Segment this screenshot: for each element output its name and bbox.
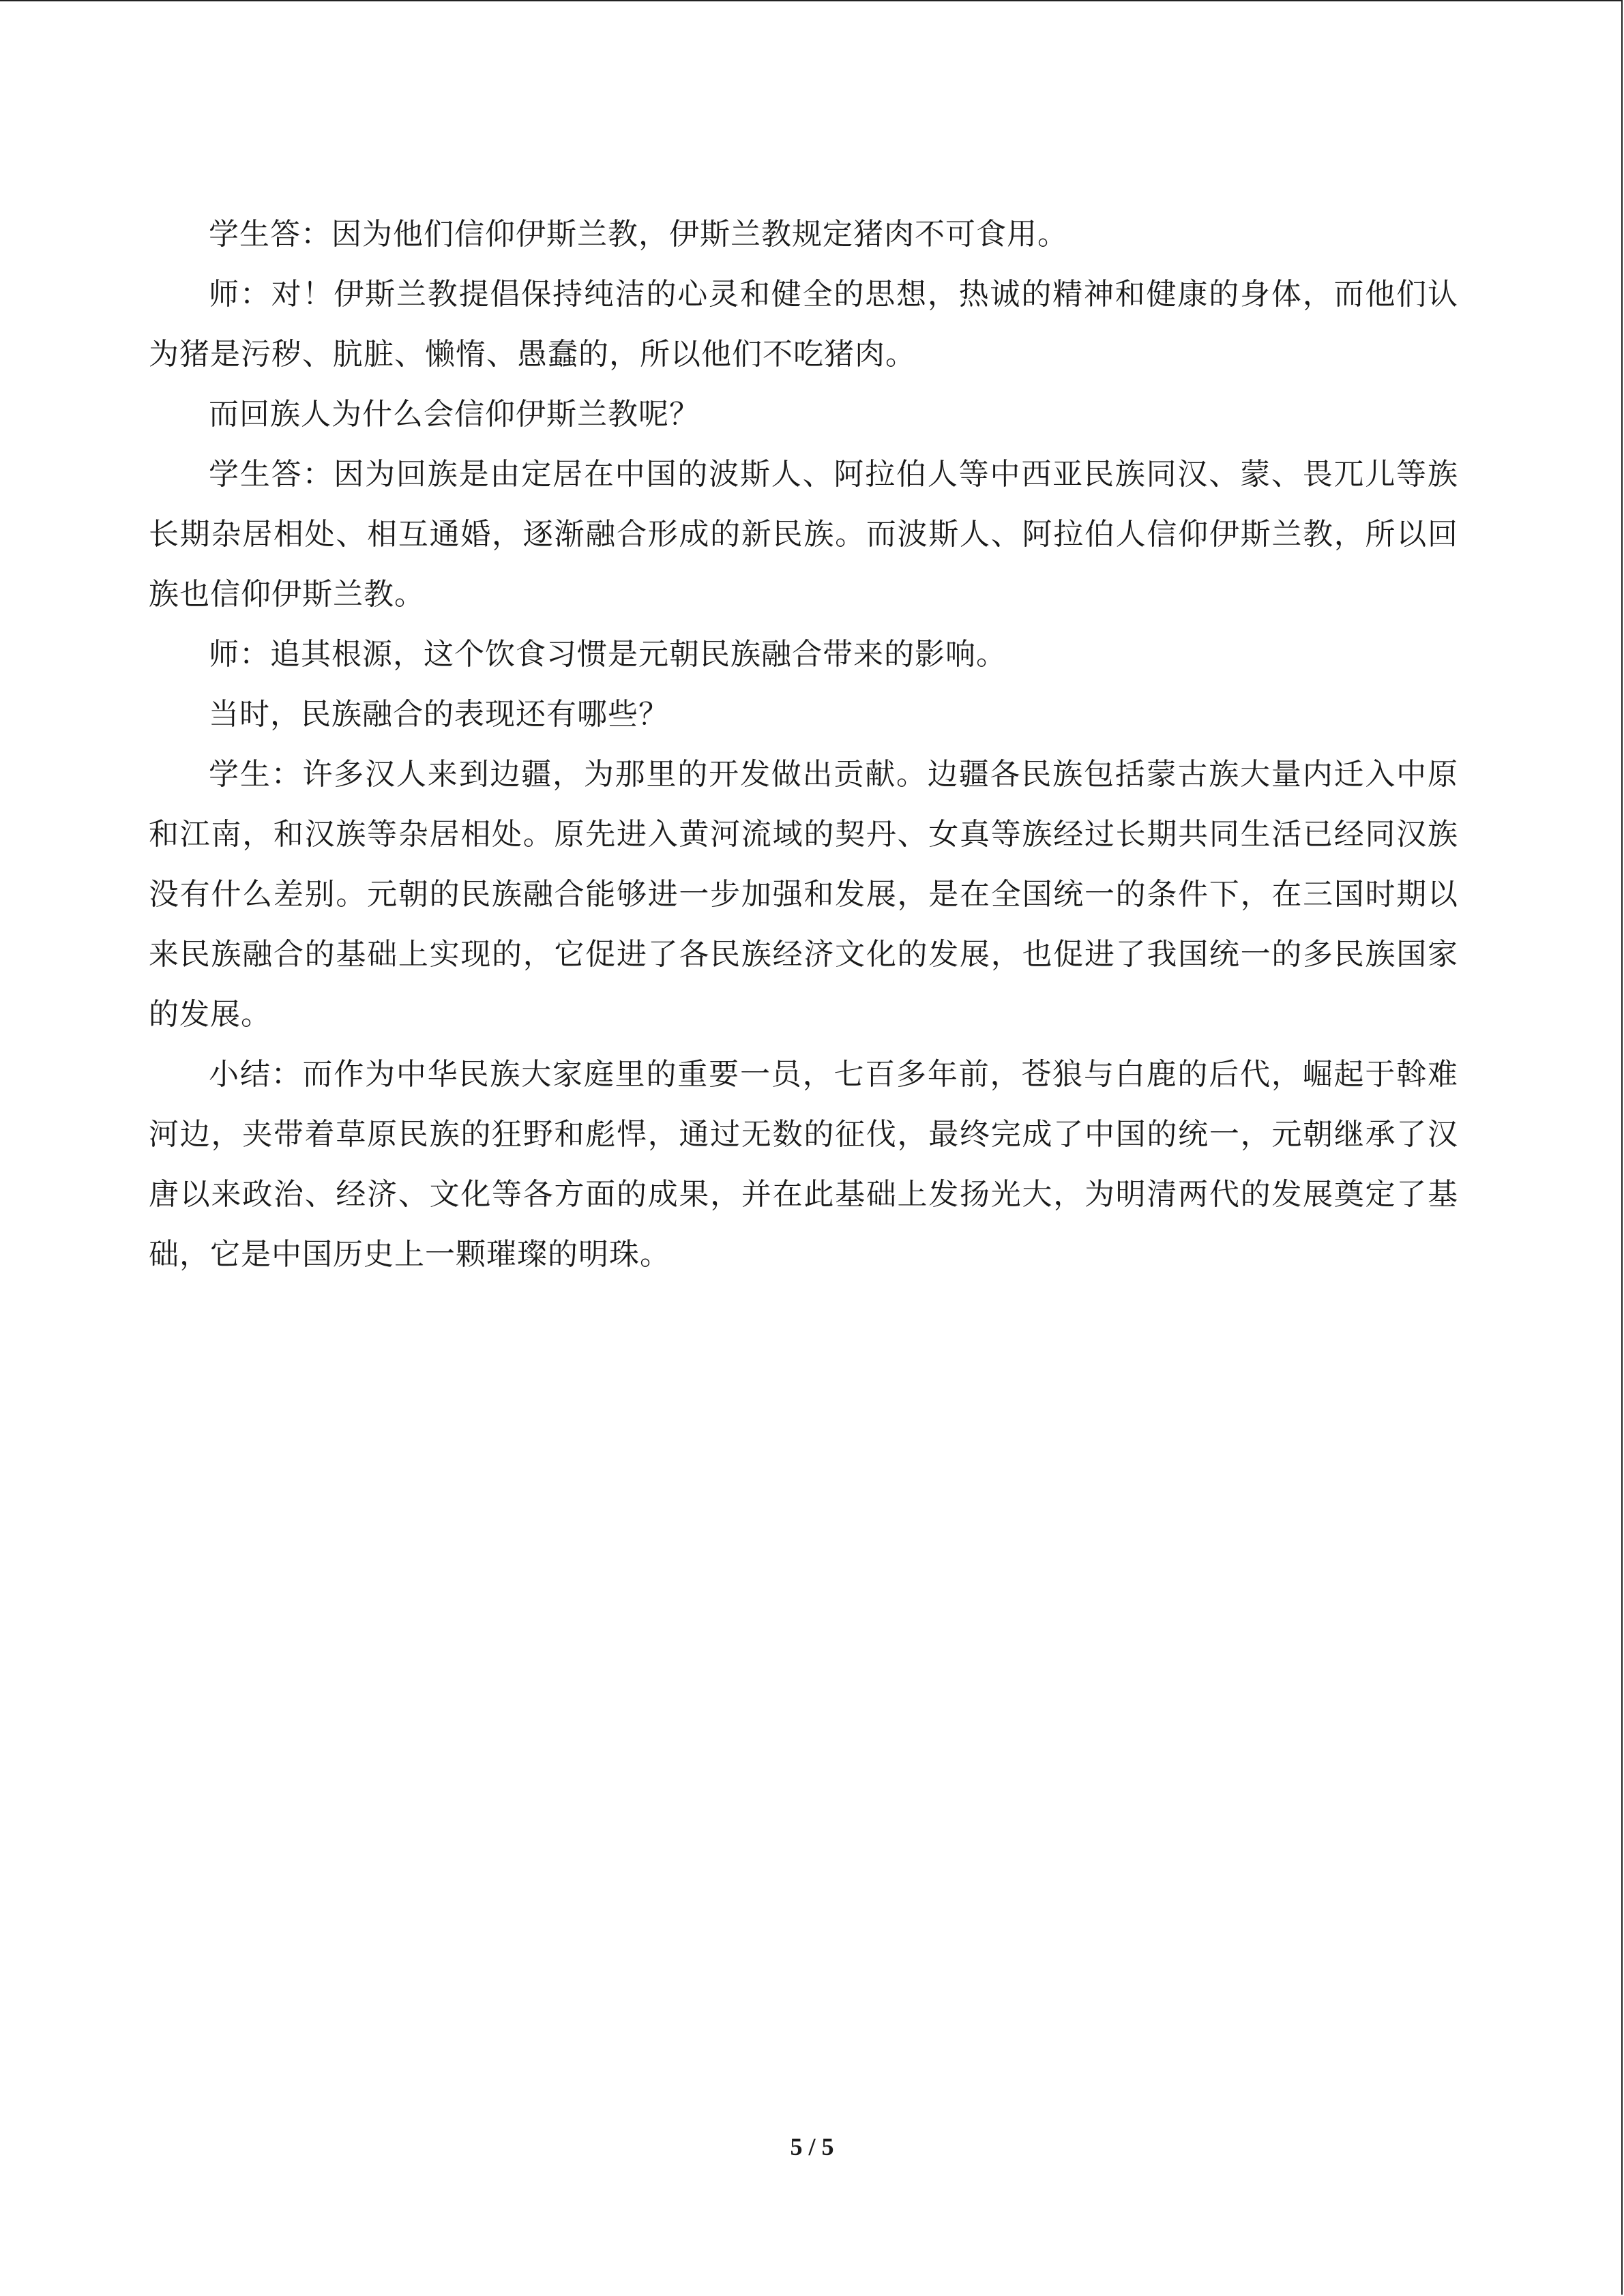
document-body [149, 205, 1458, 1285]
paragraph-teacher-2: 师：追其根源，这个饮食习惯是元朝民族融合带来的影响。 [209, 637, 1007, 672]
paragraph-question-2: 当时，民族融合的表现还有哪些？ [209, 697, 669, 732]
paragraph-student-answer-2: 学生答：因为回族是由定居在中国的波斯人、阿拉伯人等中西亚民族同汉、蒙、畏兀儿等族长期杂居相处、相互通婚，逐渐融合形成的新民族。而波斯人、阿拉伯人信仰伊斯兰教，所以回族也信仰伊斯兰教。 [149, 457, 1458, 612]
paragraph-question-1: 而回族人为什么会信仰伊斯兰教呢？ [209, 397, 700, 432]
paragraph-student-answer-1: 学生答：因为他们信仰伊斯兰教，伊斯兰教规定猪肉不可食用。 [209, 217, 1068, 252]
page-number: 5 / 5 [790, 2133, 834, 2160]
paragraph-teacher-1: 师：对！伊斯兰教提倡保持纯洁的心灵和健全的思想，热诚的精神和健康的身体，而他们认为猪是污秽、肮脏、懒惰、愚蠢的，所以他们不吃猪肉。 [149, 277, 1458, 372]
paragraph-summary: 小结：而作为中华民族大家庭里的重要一员，七百多年前，苍狼与白鹿的后代，崛起于斡难河边，夹带着草原民族的狂野和彪悍，通过无数的征伐，最终完成了中国的统一，元朝继承了汉唐以来政治、经济、文化等各方面的成果，并在此基础上发扬光大，为明清两代的发展奠定了基础，它是中国历史上一颗璀璨的明珠。 [149, 1057, 1458, 1272]
paragraph-student-answer-3: 学生：许多汉人来到边疆，为那里的开发做出贡献。边疆各民族包括蒙古族大量内迁入中原和江南，和汉族等杂居相处。原先进入黄河流域的契丹、女真等族经过长期共同生活已经同汉族没有什么差别。元朝的民族融合能够进一步加强和发展，是在全国统一的条件下，在三国时期以来民族融合的基础上实现的，它促进了各民族经济文化的发展，也促进了我国统一的多民族国家的发展。 [149, 757, 1458, 1032]
